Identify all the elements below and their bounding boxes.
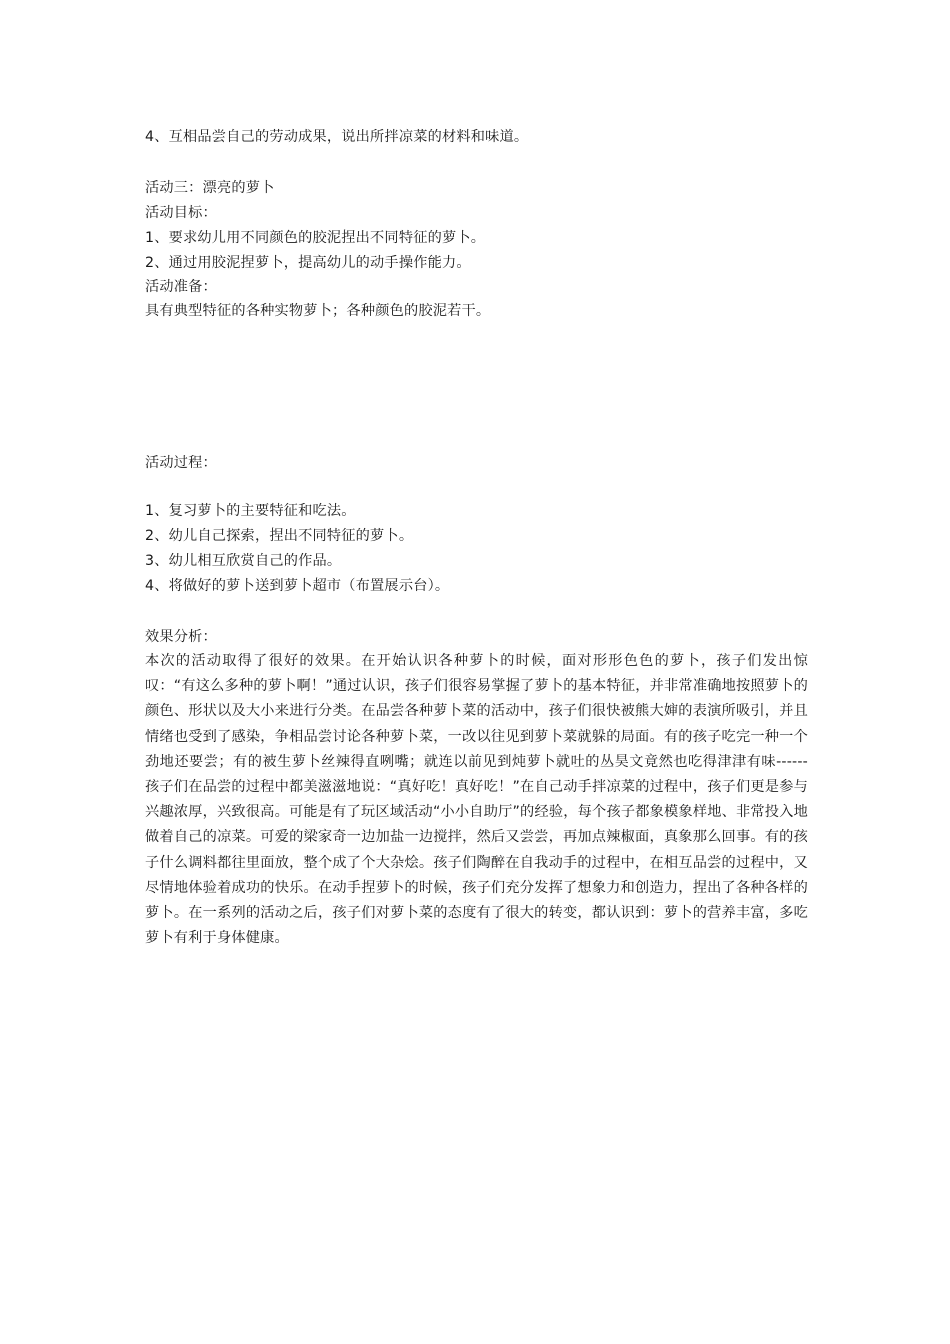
goal-2: 2、通过用胶泥捏萝卜，提高幼儿的动手操作能力。: [145, 255, 471, 271]
preparation-text: 具有典型特征的各种实物萝卜；各种颜色的胶泥若干。: [145, 303, 491, 319]
process-step-2: 2、幼儿自己探索，捏出不同特征的萝卜。: [145, 528, 414, 544]
preparation-heading: 活动准备：: [145, 279, 217, 295]
analysis-heading: 效果分析：: [145, 629, 217, 645]
process-heading: 活动过程：: [145, 455, 217, 471]
goals-heading: 活动目标：: [145, 205, 217, 221]
previous-activity-step-4: 4、互相品尝自己的劳动成果，说出所拌凉菜的材料和味道。: [145, 129, 529, 145]
process-step-3: 3、幼儿相互欣赏自己的作品。: [145, 553, 342, 569]
goal-1: 1、要求幼儿用不同颜色的胶泥捏出不同特征的萝卜。: [145, 230, 486, 246]
analysis-paragraph: 本次的活动取得了很好的效果。在开始认识各种萝卜的时候，面对形形色色的萝卜，孩子们发出惊叹：“有这么多种的萝卜啊！”通过认识，孩子们很容易掌握了萝卜的基本特征，并非常准确地按照萝卜的颜色、形状以及大小来进行分类。在品尝各种萝卜菜的活动中，孩子们很快被熊大婶的表演所吸引，并且情绪也受到了感染，争相品尝讨论各种萝卜菜，一改以往见到萝卜菜就躲的局面。有的孩子吃完一种一个劲地还要尝；有的被生萝卜丝辣得直咧嘴；就连以前见到炖萝卜就吐的丛昊文竟然也吃得津津有味------孩子们在品尝的过程中都美滋滋地说：“真好吃！真好吃！”在自己动手拌凉菜的过程中，孩子们更是参与兴趣浓厚，兴致很高。可能是有了玩区域活动“小小自助厅”的经验，每个孩子都象模象样地、非常投入地做着自己的凉菜。可爱的梁家奇一边加盐一边搅拌，然后又尝尝，再加点辣椒面，真象那么回事。有的孩子什么调料都往里面放，整个成了个大杂烩。孩子们陶醉在自我动手的过程中，在相互品尝的过程中，又尽情地体验着成功的快乐。在动手捏萝卜的时候，孩子们充分发挥了想象力和创造力，捏出了各种各样的萝卜。在一系列的活动之后，孩子们对萝卜菜的态度有了很大的转变，都认识到：萝卜的营养丰富，多吃萝卜有利于身体健康。: [145, 653, 808, 947]
activity-3-title: 活动三：漂亮的萝卜: [145, 180, 275, 196]
process-step-4: 4、将做好的萝卜送到萝卜超市（布置展示台）。: [145, 578, 450, 594]
process-step-1: 1、复习萝卜的主要特征和吃法。: [145, 503, 356, 519]
